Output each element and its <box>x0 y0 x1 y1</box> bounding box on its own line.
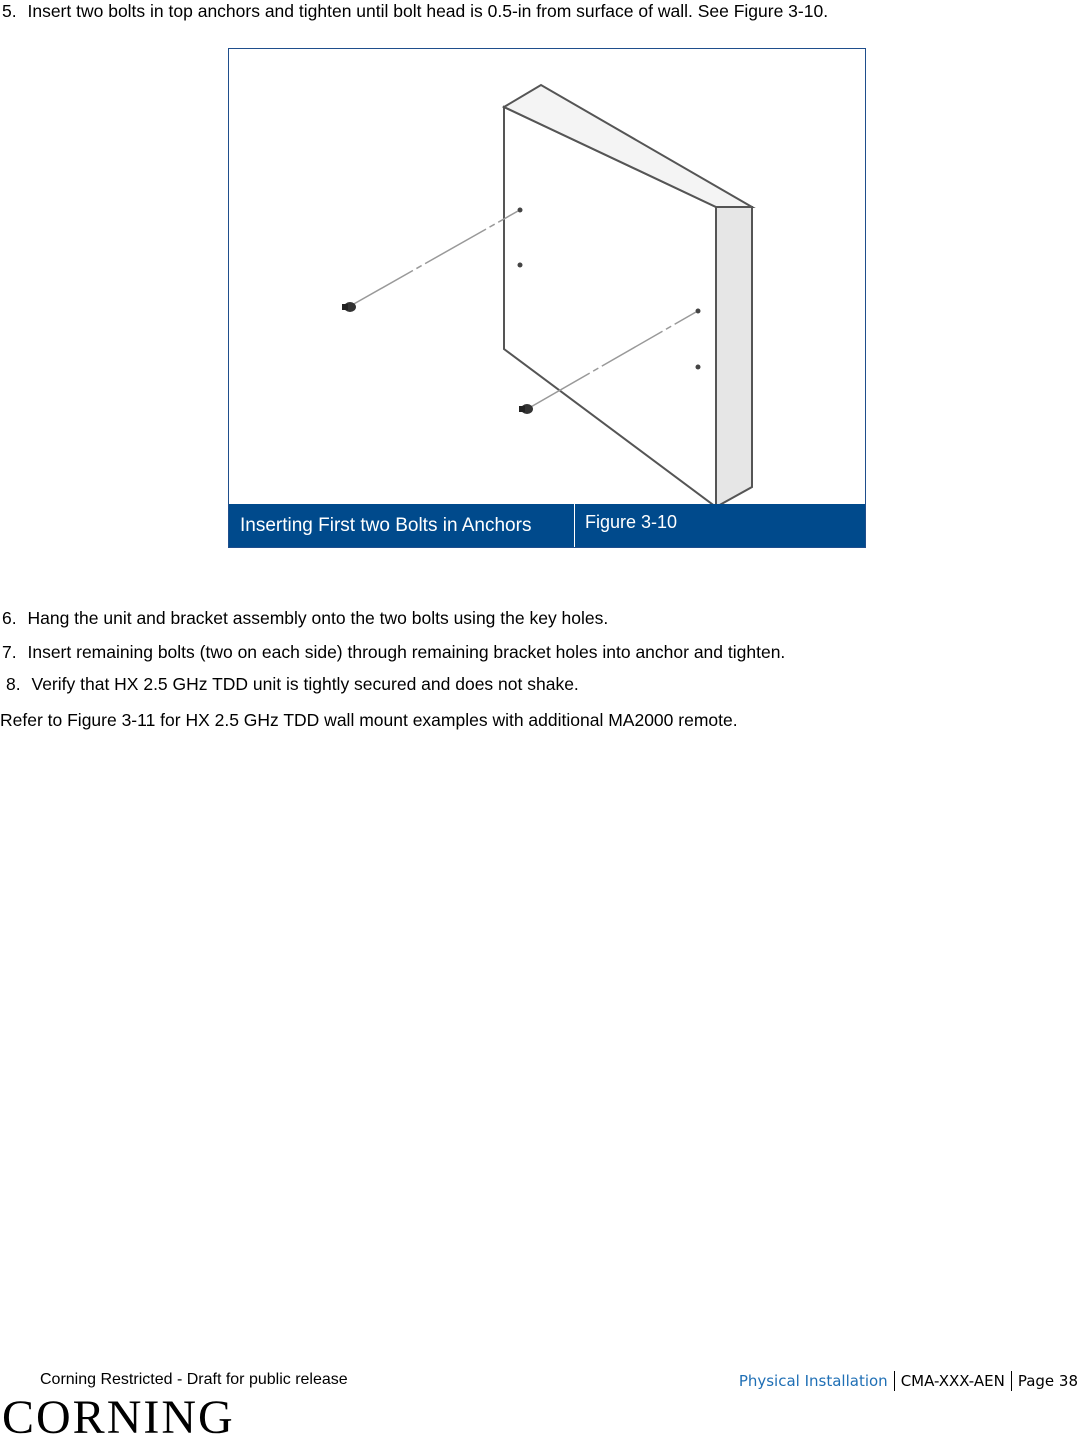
footer-divider <box>1011 1371 1012 1391</box>
refer-paragraph: Refer to Figure 3-11 for HX 2.5 GHz TDD wall mount examples with additional MA2000 remote. <box>0 710 738 730</box>
bolt-icon <box>342 302 356 312</box>
footer-divider <box>894 1371 895 1391</box>
step-number: 8. <box>6 674 21 694</box>
step-number: 7. <box>2 642 17 662</box>
bolt-icon <box>519 404 533 414</box>
footer-right <box>739 1371 1078 1391</box>
step-text: Hang the unit and bracket assembly onto the two bolts using the key holes. <box>27 608 609 628</box>
corning-logo: CORNING <box>2 1391 235 1444</box>
step-5 <box>2 0 828 22</box>
figure-caption <box>229 504 865 547</box>
step-number: 6. <box>2 608 17 628</box>
step-number: 5. <box>2 1 17 21</box>
section-name: Physical Installation <box>738 1372 888 1390</box>
restriction-notice: Corning Restricted - Draft for public release <box>40 1371 348 1388</box>
figure-caption-number: Figure 3-10 <box>585 512 678 532</box>
figure-3-10 <box>228 48 866 548</box>
step-6 <box>2 607 608 629</box>
document-id: CMA-XXX-AEN <box>900 1372 1005 1390</box>
step-text: Verify that HX 2.5 GHz TDD unit is tightly secured and does not shake. <box>31 674 579 694</box>
step-7 <box>2 641 785 663</box>
page-number: Page 38 <box>1017 1372 1078 1390</box>
figure-caption-title: Inserting First two Bolts in Anchors <box>229 504 575 547</box>
step-8 <box>6 673 579 695</box>
step-text: Insert two bolts in top anchors and tighten until bolt head is 0.5-in from surface of wall. See Figure 3-10. <box>27 1 829 21</box>
step-text: Insert remaining bolts (two on each side) through remaining bracket holes into anchor and tighten. <box>27 642 786 662</box>
wall-bolt-illustration <box>229 49 865 505</box>
